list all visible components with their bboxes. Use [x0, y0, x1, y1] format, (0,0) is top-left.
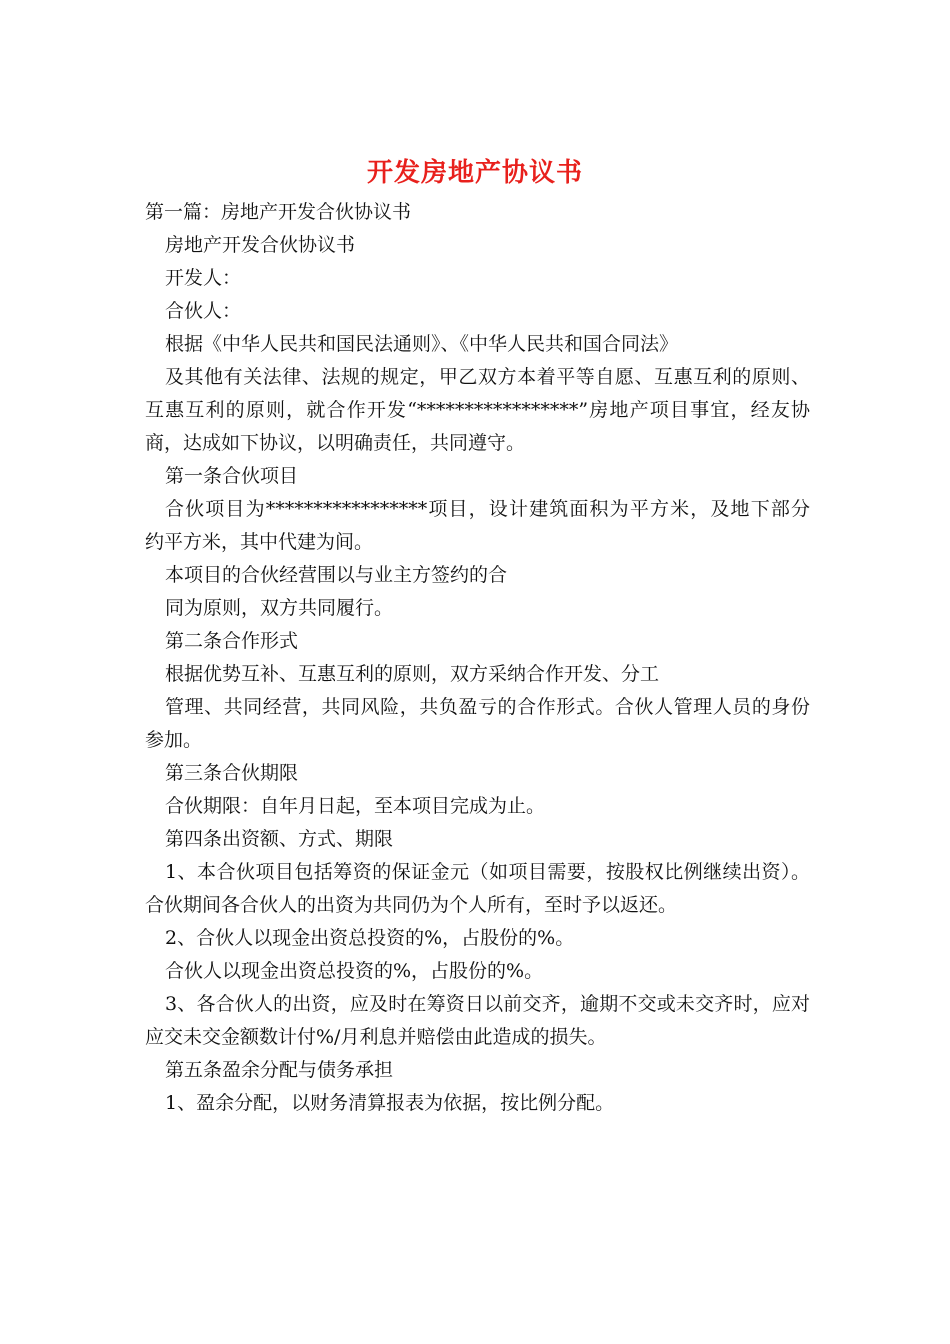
clause-heading: 第二条合作形式 [165, 630, 299, 652]
section-heading: 第一篇：房地产开发合伙协议书 [145, 201, 412, 223]
paragraph-line: 合伙期限：自年月日起，至本项目完成为止。 [165, 795, 546, 817]
clause-heading: 第三条合伙期限 [165, 762, 299, 784]
clause-heading: 第一条合伙项目 [165, 465, 299, 487]
paragraph-line: 2、合伙人以现金出资总投资的%，占股份的%。 [165, 927, 575, 949]
paragraph-line: 本项目的合伙经营围以与业主方签约的合 [165, 564, 508, 586]
document-body [145, 196, 810, 1120]
paragraph-line: 合伙项目为*****************项目，设计建筑面积为平方米，及地下部分 [165, 498, 810, 520]
paragraph-line: 合伙人以现金出资总投资的%，占股份的%。 [165, 960, 544, 982]
developer-label: 开发人： [165, 267, 242, 289]
paragraph-line: 根据《中华人民共和国民法通则》、《中华人民共和国合同法》 [165, 333, 679, 355]
paragraph-line: 3、各合伙人的出资，应及时在筹资日以前交齐，逾期不交或未交齐时，应对 [165, 993, 810, 1015]
paragraph-line: 应交未交金额数计付%/月利息并赔偿由此造成的损失。 [145, 1026, 607, 1048]
paragraph-line: 管理、共同经营，共同风险，共负盈亏的合作形式。合伙人管理人员的身份 [165, 696, 810, 718]
paragraph-line: 1、盈余分配，以财务清算报表为依据，按比例分配。 [165, 1092, 615, 1114]
paragraph-line: 1、本合伙项目包括筹资的保证金元（如项目需要，按股权比例继续出资）。 [165, 861, 810, 883]
paragraph-line: 根据优势互补、互惠互利的原则，双方采纳合作开发、分工 [165, 663, 660, 685]
document-title: 开发房地产协议书 [366, 158, 583, 188]
paragraph-line: 房地产开发合伙协议书 [165, 234, 356, 256]
partner-label: 合伙人： [165, 300, 242, 322]
paragraph-line: 合伙期间各合伙人的出资为共同仍为个人所有，至时予以返还。 [145, 894, 678, 916]
paragraph-line: 互惠互利的原则，就合作开发“*****************”房地产项目事宜，经友协 [145, 399, 810, 421]
paragraph-line: 及其他有关法律、法规的规定，甲乙双方本着平等自愿、互惠互利的原则、 [165, 366, 810, 388]
paragraph-line: 商，达成如下协议，以明确责任，共同遵守。 [145, 432, 526, 454]
clause-heading: 第五条盈余分配与债务承担 [165, 1059, 394, 1081]
paragraph-line: 约平方米，其中代建为间。 [145, 531, 374, 553]
paragraph-line: 参加。 [145, 729, 203, 751]
paragraph-line: 同为原则，双方共同履行。 [165, 597, 394, 619]
clause-heading: 第四条出资额、方式、期限 [165, 828, 394, 850]
